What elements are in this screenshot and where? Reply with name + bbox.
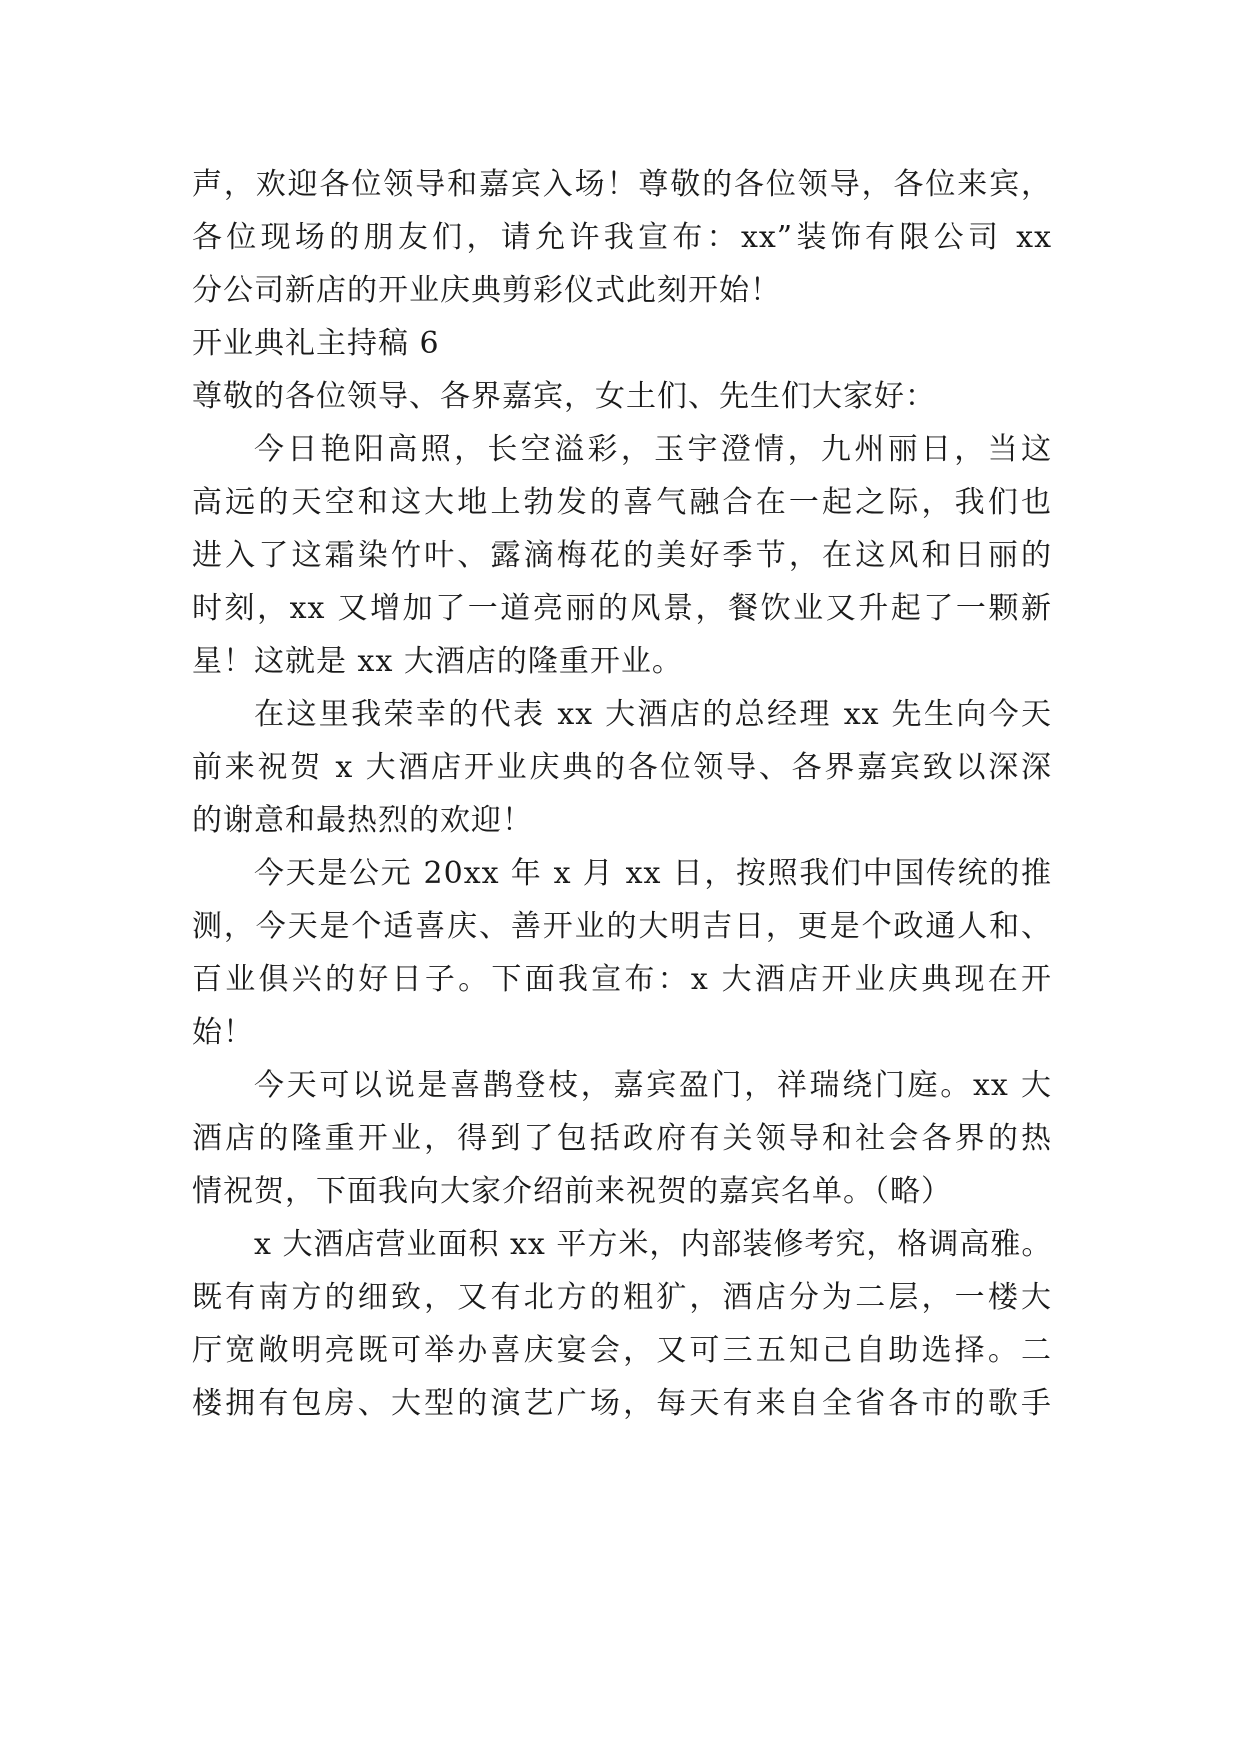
salutation-line: 尊敬的各位领导、各界嘉宾，女土们、先生们大家好： bbox=[192, 379, 936, 414]
text-line: 酒店的隆重开业，得到了包括政府有关领导和社会各界的热 bbox=[192, 1121, 1052, 1156]
text-line: 时刻，xx 又增加了一道亮丽的风景，餐饮业又升起了一颗新 bbox=[192, 591, 1052, 626]
text-line: 测，今天是个适喜庆、善开业的大明吉日，更是个政通人和、 bbox=[192, 909, 1052, 944]
text-line: 前来祝贺 x 大酒店开业庆典的各位领导、各界嘉宾致以深深 bbox=[192, 750, 1052, 785]
paragraph-start-line: x 大酒店营业面积 xx 平方米，内部装修考究，格调高雅。 bbox=[254, 1227, 1053, 1262]
text-line: 分公司新店的开业庆典剪彩仪式此刻开始！ bbox=[192, 273, 781, 308]
text-line: 楼拥有包房、大型的演艺广场，每天有来自全省各市的歌手 bbox=[192, 1386, 1052, 1421]
document-body bbox=[192, 158, 1052, 1430]
text-line: 始！ bbox=[192, 1015, 254, 1050]
text-line: 高远的天空和这大地上勃发的喜气融合在一起之际，我们也 bbox=[192, 485, 1052, 520]
text-line: 的谢意和最热烈的欢迎！ bbox=[192, 803, 533, 838]
section-heading: 开业典礼主持稿 6 bbox=[192, 326, 440, 361]
text-line: 进入了这霜染竹叶、露滴梅花的美好季节，在这风和日丽的 bbox=[192, 538, 1052, 573]
text-line: 百业俱兴的好日子。下面我宣布：x 大酒店开业庆典现在开 bbox=[192, 962, 1052, 997]
paragraph-start-line: 今天可以说是喜鹊登枝，嘉宾盈门，祥瑞绕门庭。xx 大 bbox=[254, 1068, 1052, 1103]
paragraph-start-line: 在这里我荣幸的代表 xx 大酒店的总经理 xx 先生向今天 bbox=[254, 697, 1052, 732]
text-line: 声，欢迎各位领导和嘉宾入场！尊敬的各位领导，各位来宾， bbox=[192, 167, 1052, 202]
text-line: 既有南方的细致，又有北方的粗犷，酒店分为二层，一楼大 bbox=[192, 1280, 1052, 1315]
text-line: 各位现场的朋友们，请允许我宣布：xx”装饰有限公司 xx bbox=[192, 220, 1052, 255]
paragraph-start-line: 今日艳阳高照，长空溢彩，玉宇澄情，九州丽日，当这 bbox=[254, 432, 1052, 467]
text-line: 情祝贺，下面我向大家介绍前来祝贺的嘉宾名单。（略） bbox=[192, 1174, 952, 1209]
text-line: 厅宽敞明亮既可举办喜庆宴会，又可三五知己自助选择。二 bbox=[192, 1333, 1052, 1368]
text-line: 星！这就是 xx 大酒店的隆重开业。 bbox=[192, 644, 683, 679]
paragraph-start-line: 今天是公元 20xx 年 x 月 xx 日，按照我们中国传统的推 bbox=[254, 856, 1052, 891]
